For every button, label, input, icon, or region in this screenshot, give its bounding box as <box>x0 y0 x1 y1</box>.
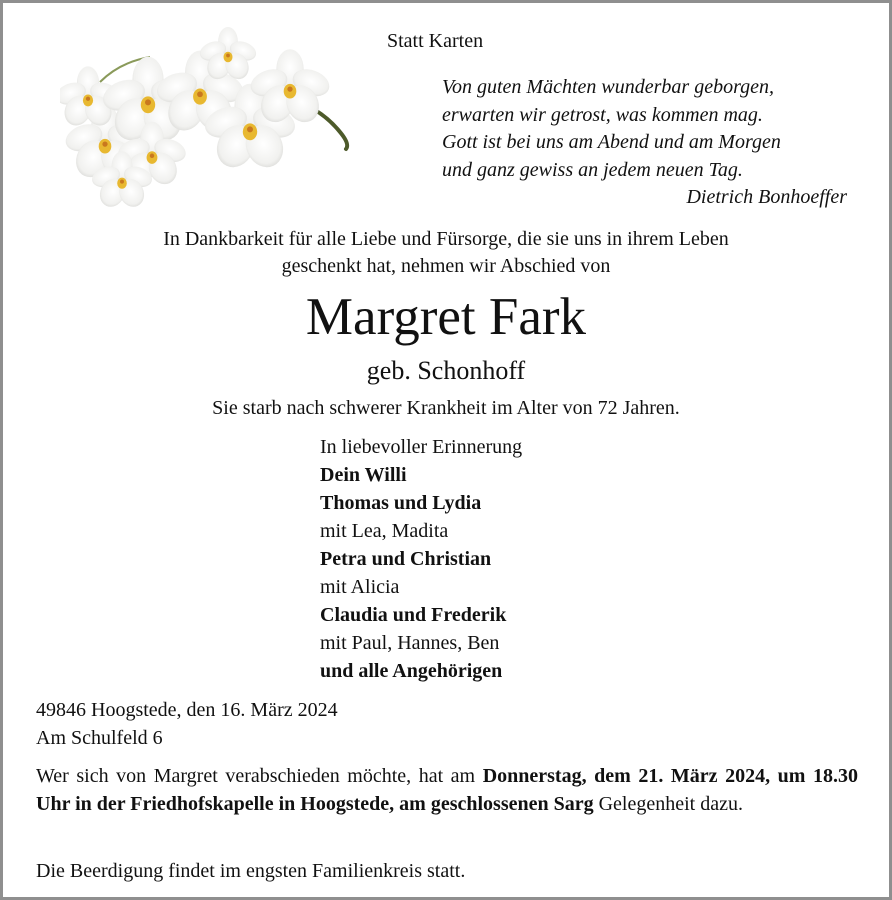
quote-line: Gott ist bei uns am Abend und am Morgen <box>442 131 781 153</box>
deceased-name: Margret Fark <box>305 288 587 346</box>
farewell-notice <box>36 762 858 818</box>
burial-note: Die Beerdigung findet im engsten Familienkreis statt. <box>36 860 466 882</box>
quote-line: erwarten wir getrost, was kommen mag. <box>442 103 763 126</box>
notice-date-location: Donnerstag, dem 21. März 2024, um 18.30 Uhr in der Friedhofskapelle in Hoogstede, am geschlossenen Sarg <box>36 765 859 815</box>
street-address: Am Schulfeld 6 <box>36 726 163 749</box>
family-line: Claudia und Frederik <box>320 604 507 626</box>
family-line: Dein Willi <box>320 464 407 486</box>
family-line: mit Alicia <box>320 576 400 598</box>
maiden-name: geb. Schonhoff <box>366 356 526 385</box>
family-line: In liebevoller Erinnerung <box>320 436 523 458</box>
bonhoeffer-quote <box>442 74 847 212</box>
place-date: 49846 Hoogstede, den 16. März 2024 <box>36 699 338 721</box>
quote-line: und ganz gewiss an jedem neuen Tag. <box>442 158 743 181</box>
notice-suffix: Gelegenheit dazu. <box>593 793 743 815</box>
orchid-flowers-icon <box>60 22 360 217</box>
header-label: Statt Karten <box>387 30 484 52</box>
quote-line: Von guten Mächten wunderbar geborgen, <box>442 76 774 98</box>
family-line: Petra und Christian <box>320 548 492 570</box>
family-list <box>320 433 522 685</box>
intro-line: In Dankbarkeit für alle Liebe und Fürsorge, die sie uns in ihrem Leben <box>163 228 729 250</box>
family-line: mit Paul, Hannes, Ben <box>320 632 500 654</box>
intro-line: geschenkt hat, nehmen wir Abschied von <box>281 255 611 277</box>
family-line: Thomas und Lydia <box>320 492 482 514</box>
notice-prefix: Wer sich von Margret verabschieden möchte, hat am <box>36 765 483 787</box>
quote-author: Dietrich Bonhoeffer <box>686 186 847 208</box>
intro-text <box>30 226 862 280</box>
death-note: Sie starb nach schwerer Krankheit im Alter von 72 Jahren. <box>212 397 680 419</box>
family-line: mit Lea, Madita <box>320 520 449 542</box>
family-line: und alle Angehörigen <box>320 660 503 682</box>
address-block <box>36 697 338 752</box>
